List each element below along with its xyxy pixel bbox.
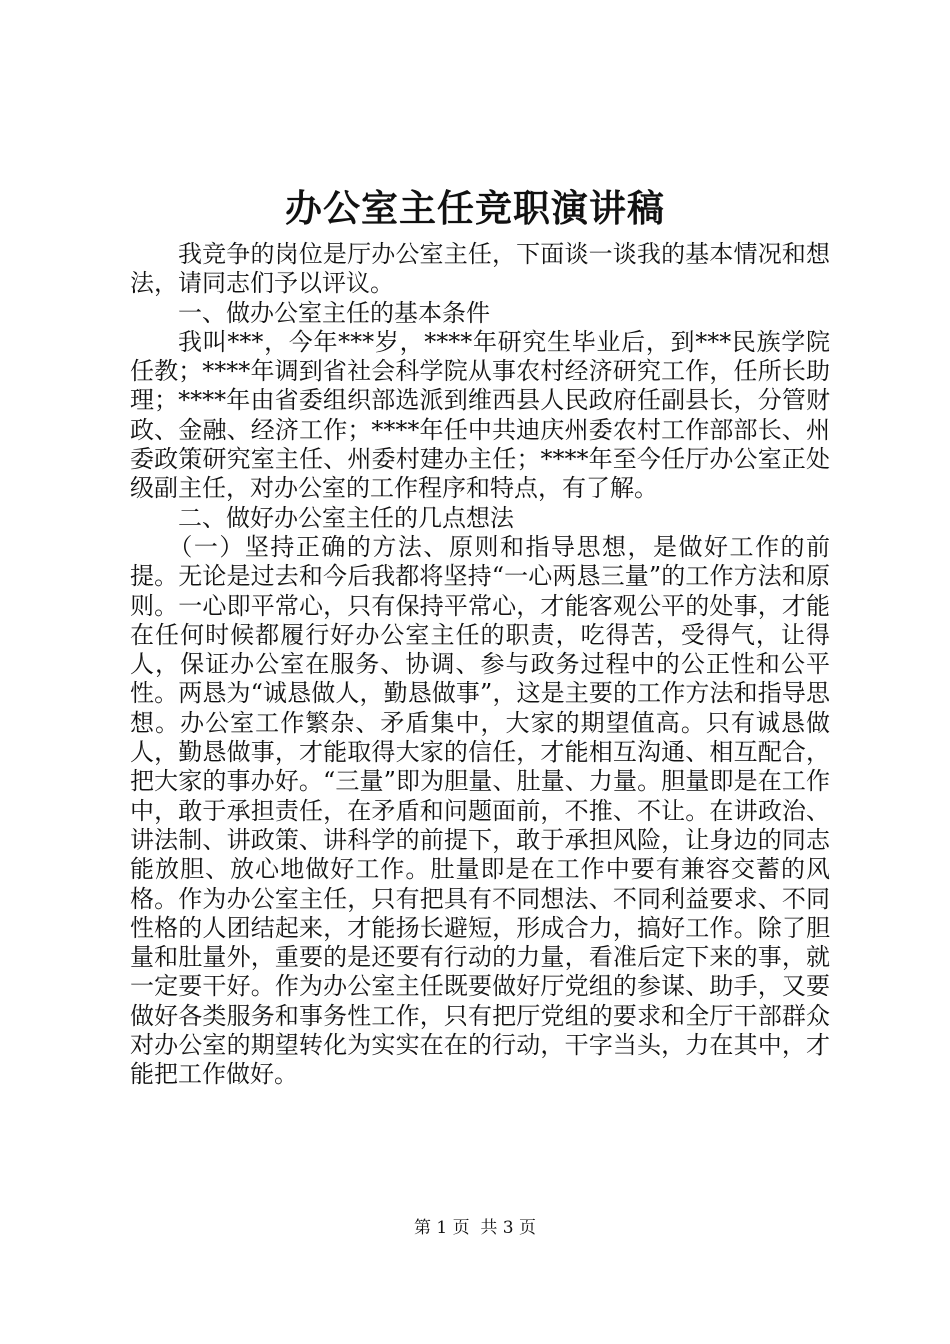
page-number-label: 第 1 页 共 3 页 [413, 1218, 537, 1238]
section-heading-2: 二、做好办公室主任的几点想法 [178, 503, 514, 532]
document-title: 办公室主任竞职演讲稿 [285, 186, 665, 230]
document-body [130, 240, 830, 1090]
intro-paragraph: 我竞争的岗位是厅办公室主任，下面谈一谈我的基本情况和想法，请同志们予以评议。 [130, 240, 830, 298]
background-paragraph: 我叫***，今年***岁，****年研究生毕业后，到***民族学院任教；****年调到省社会科学院从事农村经济研究工作，任所长助理；****年由省委组织部选派到维西县人民政府任副县长，分管财政、金融、经济工作；****年任中共迪庆州委农村工作部部长、州委政策研究室主任、州委村建办主任；****年至今任厅办公室正处级副主任，对办公室的工作程序和特点，有了解。 [130, 327, 830, 503]
principles-paragraph: （一）坚持正确的方法、原则和指导思想，是做好工作的前提。无论是过去和今后我都将坚持“一心两恳三量”的工作方法和原则。一心即平常心，只有保持平常心，才能客观公平的处事，才能在任何时候都履行好办公室主任的职责，吃得苦，受得气，让得人，保证办公室在服务、协调、参与政务过程中的公正性和公平性。两恳为“诚恳做人，勤恳做事”，这是主要的工作方法和指导思想。办公室工作繁杂、矛盾集中，大家的期望值高。只有诚恳做人，勤恳做事，才能取得大家的信任，才能相互沟通、相互配合，把大家的事办好。“三量”即为胆量、肚量、力量。胆量即是在工作中，敢于承担责任，在矛盾和问题面前，不推、不让。在讲政治、讲法制、讲政策、讲科学的前提下，敢于承担风险，让身边的同志能放胆、放心地做好工作。肚量即是在工作中要有兼容交蓄的风格。作为办公室主任，只有把具有不同想法、不同利益要求、不同性格的人团结起来，才能扬长避短，形成合力，搞好工作。除了胆量和肚量外，重要的是还要有行动的力量，看准后定下来的事，就一定要干好。作为办公室主任既要做好厅党组的参谋、助手，又要做好各类服务和事务性工作，只有把厅党组的要求和全厅干部群众对办公室的期望转化为实实在在的行动，干字当头，力在其中，才能把工作做好。 [130, 532, 830, 1089]
page-number-footer [0, 1216, 950, 1240]
section-heading-1: 一、做办公室主任的基本条件 [178, 298, 490, 327]
